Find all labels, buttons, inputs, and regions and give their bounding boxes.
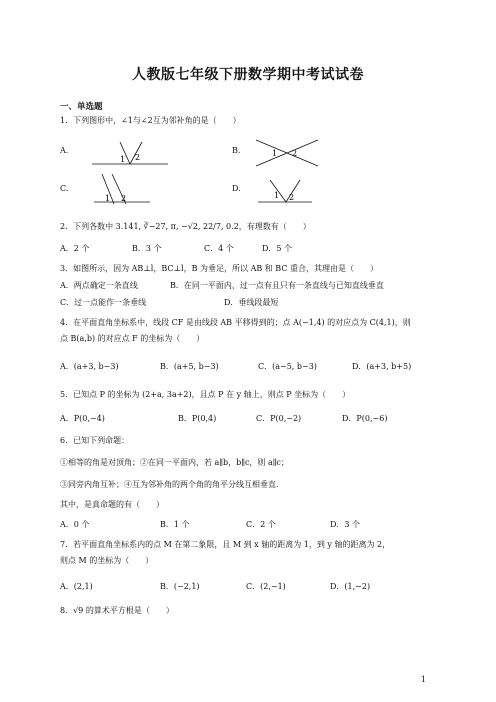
q4-stem-2: 点 B(a,b) 的对应点 F 的坐标为（ ） (60, 334, 205, 343)
q5-option-c[interactable]: C．P(0,−2) (256, 414, 302, 423)
q5-option-b[interactable]: B．P(0,4) (178, 414, 217, 423)
q6-prop-1: ①相等的角是对顶角；②在同一平面内，若 a∥b，b∥c，则 a∥c； (60, 458, 289, 467)
q2-option-c[interactable]: C．4 个 (204, 244, 234, 253)
q2-option-b[interactable]: B．3 个 (132, 244, 162, 253)
q3-option-b[interactable]: B．在同一平面内，过一点有且只有一条直线与已知直线垂直 (170, 281, 384, 290)
q3-stem: 3．如图所示，因为 AB⊥l，BC⊥l，B 为垂足，所以 AB 和 BC 重合，其理由是（ ） (60, 264, 378, 273)
q6-prop-2: ③同旁内角互补；④互为邻补角的两个角的角平分线互相垂直． (60, 480, 284, 489)
q7-stem-1: 7．若平面直角坐标系内的点 M 在第二象限，且 M 到 x 轴的距离为 1，到 y 轴的距离为 2， (60, 540, 391, 549)
q2-option-a[interactable]: A．2 个 (60, 244, 90, 253)
q1-a-angle-1: 1 (120, 155, 126, 164)
q7-stem-2: 则点 M 的坐标为（ ） (60, 556, 154, 565)
q5-stem: 5．已知点 P 的坐标为 (2+a, 3a+2)，且点 P 在 y 轴上，则点 P 坐标为（ ） (60, 390, 351, 399)
q7-option-b[interactable]: B．(−2,1) (160, 582, 200, 591)
q6-option-a[interactable]: A．0 个 (60, 520, 90, 529)
q2-stem: 2．下列各数中 3.141, ∛−27, π, −√2, 22/7, 0.2，有理数有（ ） (60, 222, 311, 231)
q4-option-a[interactable]: A．(a+3, b−3) (60, 362, 119, 371)
q6-option-b[interactable]: B．1 个 (160, 520, 190, 529)
q1-c-angle-1: 1 (105, 194, 111, 203)
page-title: 人教版七年级下册数学期中考试试卷 (132, 67, 364, 83)
q2-option-d[interactable]: D．5 个 (262, 244, 293, 253)
q1-stem: 1．下列图形中，∠1与∠2互为邻补角的是（ ） (60, 116, 241, 125)
q1-option-c[interactable]: C. (60, 184, 69, 193)
q4-option-c[interactable]: C．(a−5, b−3) (258, 362, 317, 371)
page-number: 1 (420, 675, 426, 684)
q5-option-d[interactable]: D．P(0,−6) (342, 414, 388, 423)
q1-option-b[interactable]: B. (232, 146, 241, 155)
q7-option-c[interactable]: C．(2,−1) (246, 582, 286, 591)
q4-stem-1: 4．在平面直角坐标系中，线段 CF 是由线段 AB 平移得到的；点 A(−1,4) 的对应点为 C(4,1)，则 (60, 318, 411, 327)
q4-option-d[interactable]: D．(a+3, b+5) (352, 362, 412, 371)
q1-b-angle-2: 2 (292, 149, 298, 158)
q3-option-a[interactable]: A．两点确定一条直线 (60, 281, 138, 290)
q1-d-angle-2: 2 (289, 193, 295, 202)
q1-b-angle-1: 1 (272, 149, 278, 158)
q3-option-c[interactable]: C．过一点能作一条垂线 (60, 298, 147, 307)
q1-a-angle-2: 2 (135, 153, 141, 162)
q7-option-d[interactable]: D．(1,−2) (330, 582, 371, 591)
q1-option-d[interactable]: D. (232, 184, 241, 193)
q4-option-b[interactable]: B．(a+5, b−3) (160, 362, 219, 371)
q1-d-angle-1: 1 (274, 191, 280, 200)
q7-option-a[interactable]: A．(2,1) (60, 582, 93, 591)
q1-figure-b (252, 138, 322, 168)
q1-figure-d (256, 176, 316, 206)
section-heading: 一、单选题 (60, 102, 103, 112)
q6-option-d[interactable]: D．3 个 (330, 520, 361, 529)
q1-figure-a (90, 138, 170, 168)
q6-stem: 6．已知下列命题： (60, 436, 130, 445)
q5-option-a[interactable]: A．P(0,−4) (60, 414, 105, 423)
q3-option-d[interactable]: D．垂线段最短 (224, 298, 279, 307)
q1-figure-c (92, 172, 152, 206)
q1-c-angle-2: 2 (121, 194, 127, 203)
q6-ask: 其中，是真命题的有（ ） (60, 500, 164, 509)
q1-option-a[interactable]: A. (60, 146, 69, 155)
q8-stem: 8．√9 的算术平方根是（ ） (60, 606, 174, 615)
q6-option-c[interactable]: C．2 个 (246, 520, 276, 529)
